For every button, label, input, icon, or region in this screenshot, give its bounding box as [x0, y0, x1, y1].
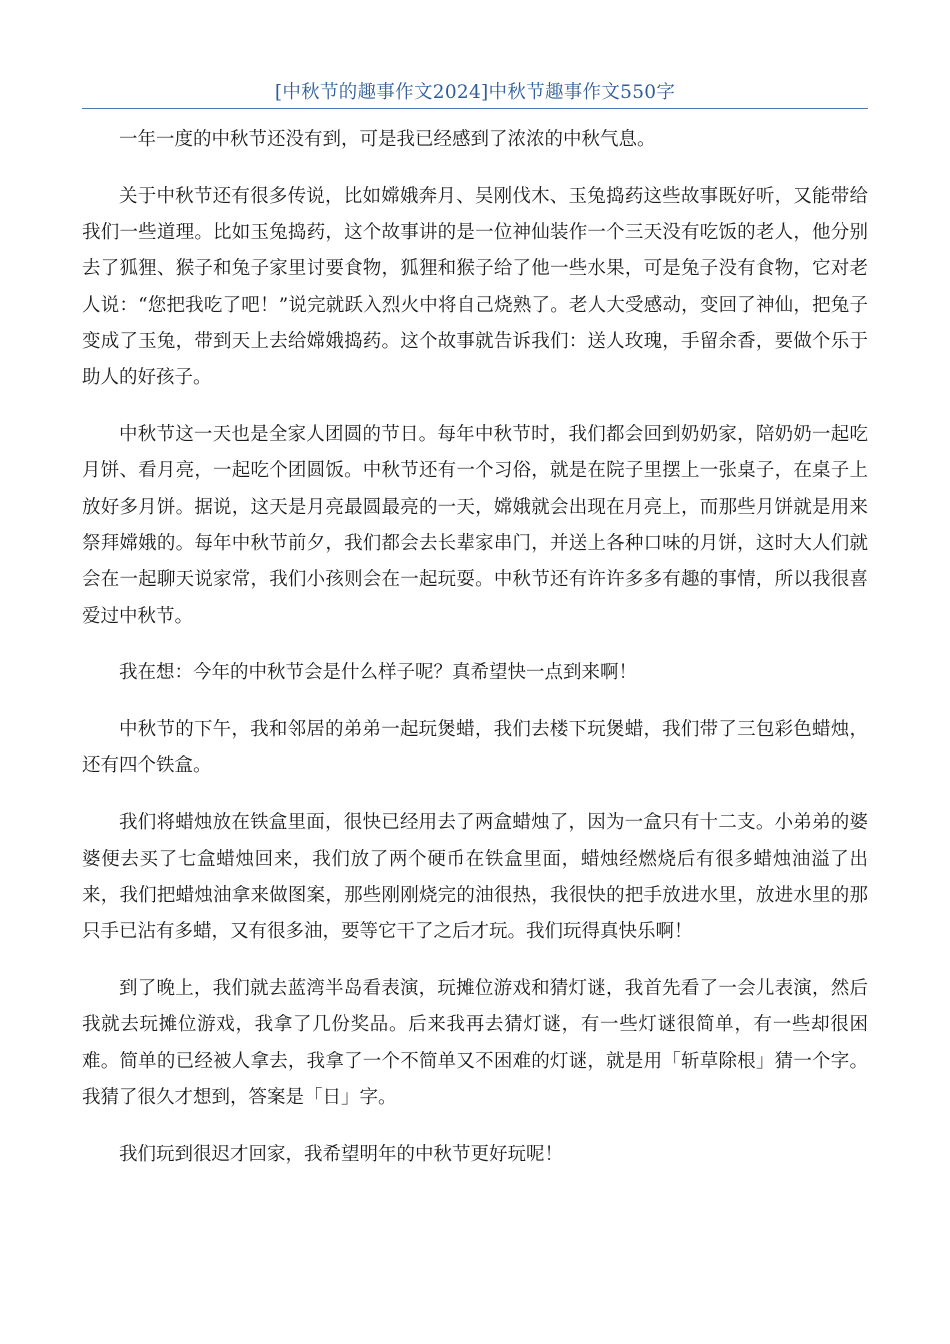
paragraph-reunion: 中秋节这一天也是全家人团圆的节日。每年中秋节时，我们都会回到奶奶家，陪奶奶一起吃月饼、看月亮，一起吃个团圆饭。中秋节还有一个习俗，就是在院子里摆上一张桌子，在桌子上放好多月饼。据说，这天是月亮最圆最亮的一天，嫦娥就会出现在月亮上，而那些月饼就是用来祭拜嫦娥的。每年中秋节前夕，我们都会去长辈家串门，并送上各种口味的月饼，这时大人们就会在一起聊天说家常，我们小孩则会在一起玩耍。中秋节还有许许多多有趣的事情，所以我很喜爱过中秋节。	[82, 424, 868, 627]
paragraph-evening: 到了晚上，我们就去蓝湾半岛看表演，玩摊位游戏和猜灯谜，我首先看了一会儿表演，然后我就去玩摊位游戏，我拿了几份奖品。后来我再去猜灯谜，有一些灯谜很简单，有一些却很困难。简单的已经被人拿去，我拿了一个不简单又不困难的灯谜，就是用「斩草除根」猜一个字。我猜了很久才想到，答案是「日」字。	[82, 977, 868, 1108]
paragraph-intro: 一年一度的中秋节还没有到，可是我已经感到了浓浓的中秋气息。	[119, 129, 656, 150]
paragraph-wish: 我在想：今年的中秋节会是什么样子呢？真希望快一点到来啊！	[119, 662, 638, 684]
document-body	[82, 122, 868, 1193]
paragraph-legends: 关于中秋节还有很多传说，比如嫦娥奔月、吴刚伐木、玉兔捣药这些故事既好听，又能带给我们一些道理。比如玉兔捣药，这个故事讲的是一位神仙装作一个三天没有吃饭的老人，他分别去了狐狸、猴子和兔子家里讨要食物，狐狸和猴子给了他一些水果，可是兔子没有食物，它对老人说：“您把我吃了吧！”说完就跃入烈火中将自己烧熟了。老人大受感动，变回了神仙，把兔子变成了玉兔，带到天上去给嫦娥捣药。这个故事就告诉我们：送人玫瑰，手留余香，要做个乐于助人的好孩子。	[82, 185, 868, 389]
document-header-title: [中秋节的趣事作文2024]中秋节趣事作文550字	[274, 82, 676, 103]
paragraph-candles: 我们将蜡烛放在铁盒里面，很快已经用去了两盒蜡烛了，因为一盒只有十二支。小弟弟的婆婆便去买了七盒蜡烛回来，我们放了两个硬币在铁盒里面，蜡烛经燃烧后有很多蜡烛油溢了出来，我们把蜡烛油拿来做图案，那些刚刚烧完的油很热，我很快的把手放进水里，放进水里的那只手已沾有多蜡，又有很多油，要等它干了之后才玩。我们玩得真快乐啊！	[82, 812, 868, 943]
paragraph-afternoon: 中秋节的下午，我和邻居的弟弟一起玩煲蜡，我们去楼下玩煲蜡，我们带了三包彩色蜡烛，还有四个铁盒。	[82, 719, 868, 777]
header-divider	[82, 108, 868, 109]
paragraph-ending: 我们玩到很迟才回家，我希望明年的中秋节更好玩呢！	[119, 1143, 564, 1165]
